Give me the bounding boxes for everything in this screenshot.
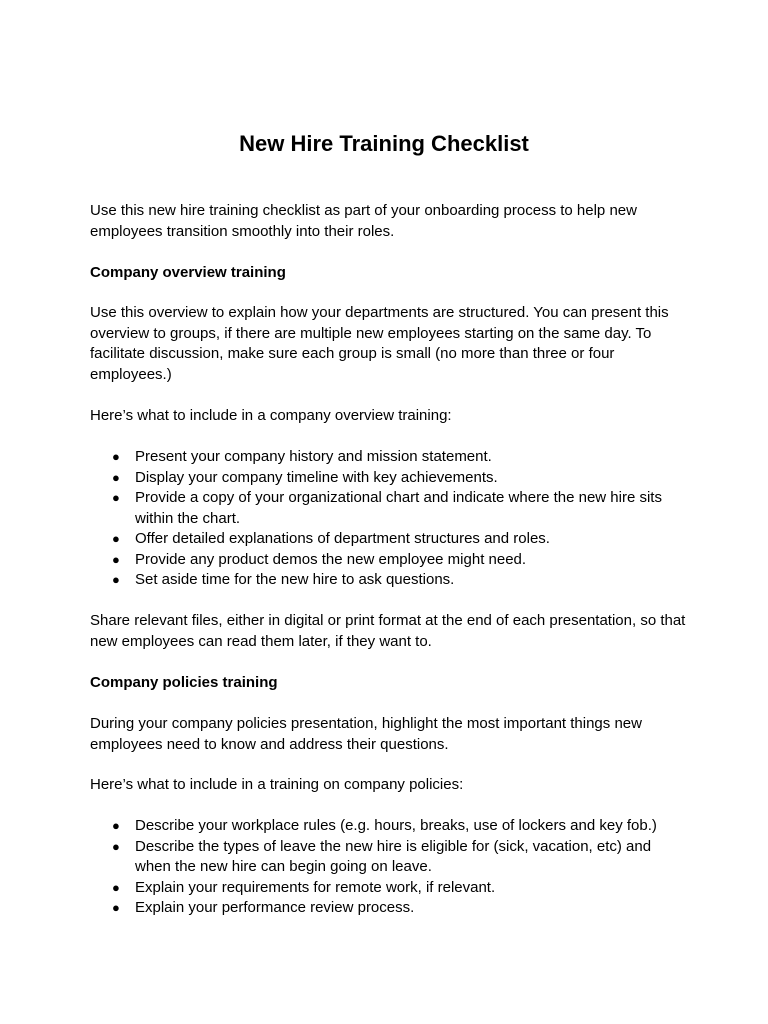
list-item [90,488,690,529]
list-item [90,468,690,489]
overview-closing-paragraph: Share relevant files, either in digital or print format at the end of each presentation, so that new employees can read them later, if they want to. [90,612,686,650]
list-item-text: Provide any product demos the new employee might need. [135,550,527,568]
policies-checklist [90,816,690,919]
list-item-text: Display your company timeline with key achievements. [135,468,498,486]
list-item-text: Provide a copy of your organizational chart and indicate where the new hire sits within the chart. [135,489,662,527]
bullet-icon: ● [112,449,120,464]
policies-paragraph: During your company policies presentation, highlight the most important things new employees need to know and address their questions. [90,715,642,753]
bullet-icon: ● [112,818,120,833]
list-item-text: Present your company history and mission statement. [135,448,492,465]
list-item-text: Explain your performance review process. [135,899,415,916]
bullet-icon: ● [112,879,120,895]
list-item-text: Describe the types of leave the new hire is eligible for (sick, vacation, etc) and when the new hire can begin going on leave. [135,837,652,875]
bullet-icon: ● [112,490,120,505]
policies-list-intro: Here’s what to include in a training on company policies: [90,776,464,793]
page-title: New Hire Training Checklist [239,131,529,156]
list-item-text: Describe your workplace rules (e.g. hours, breaks, use of lockers and key fob.) [135,817,657,834]
overview-checklist [90,447,690,591]
list-item [90,529,690,550]
list-item [90,878,690,899]
list-item [90,898,690,919]
bullet-icon: ● [112,572,120,587]
list-item [90,837,690,878]
bullet-icon: ● [112,838,120,854]
list-item-text: Offer detailed explanations of department structures and roles. [135,530,550,547]
list-item [90,570,690,591]
list-item [90,816,690,837]
overview-paragraph: Use this overview to explain how your departments are structured. You can present this overview to groups, if there are multiple new employees starting on the same day. To facilitate discussion, make sure each group is small (no more than three or four employees.) [90,304,669,383]
list-item [90,447,690,468]
list-item [90,550,690,571]
section-heading-policies: Company policies training [90,674,278,691]
list-item-text: Explain your requirements for remote work, if relevant. [135,878,496,896]
overview-list-intro: Here’s what to include in a company overview training: [90,407,452,424]
bullet-icon: ● [112,900,120,915]
bullet-icon: ● [112,469,120,485]
bullet-icon: ● [112,531,120,546]
section-heading-overview: Company overview training [90,264,286,281]
list-item-text: Set aside time for the new hire to ask questions. [135,571,455,588]
intro-paragraph: Use this new hire training checklist as part of your onboarding process to help new employees transition smoothly into their roles. [90,202,637,240]
bullet-icon: ● [112,551,120,567]
